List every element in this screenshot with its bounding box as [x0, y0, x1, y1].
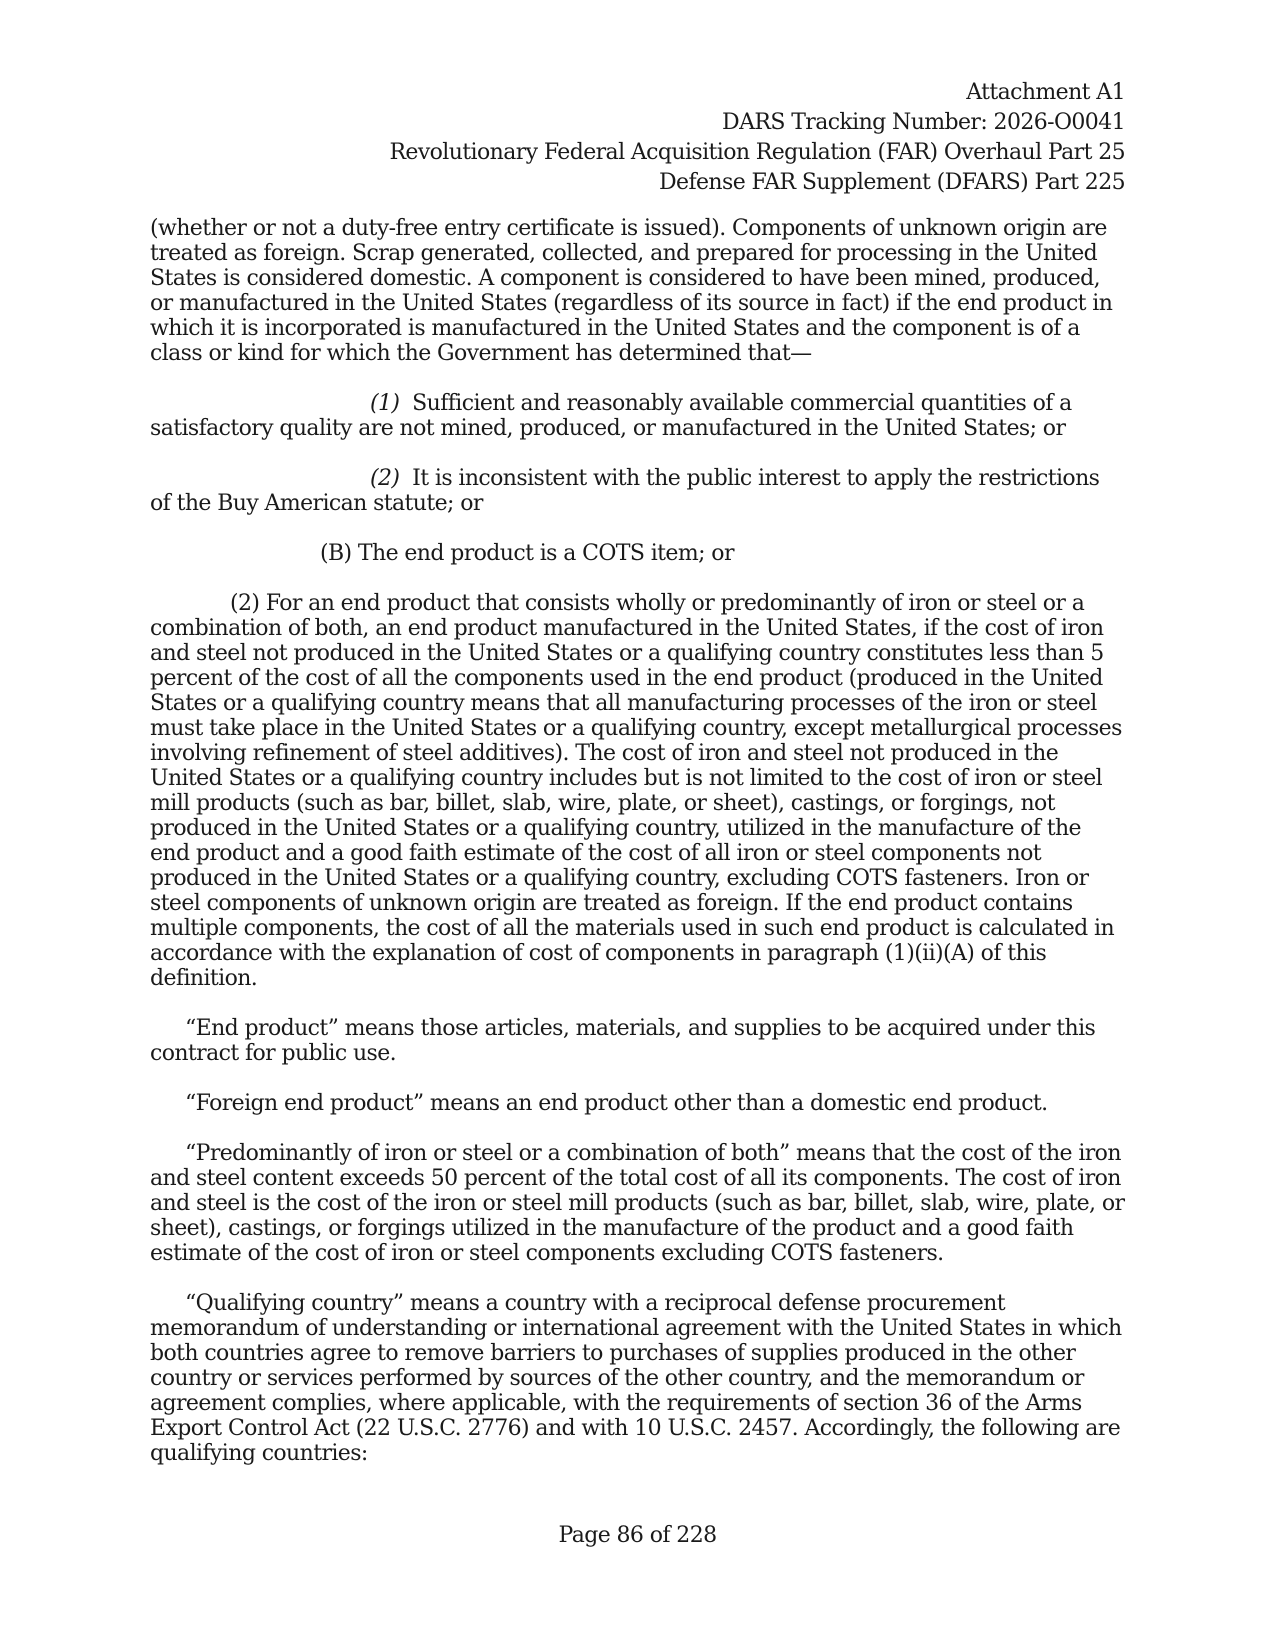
- paragraph-cots-item: (B) The end product is a COTS item; or: [320, 541, 734, 566]
- definition-foreign-end-product: “Foreign end product” means an end product other than a domestic end product.: [185, 1091, 1048, 1116]
- definition-end-product: “End product” means those articles, materials, and supplies to be acquired under this contract for public use.: [150, 1016, 1096, 1066]
- paragraph-sub-1-number: (1): [370, 391, 400, 416]
- header-dfars-part: Defense FAR Supplement (DFARS) Part 225: [659, 170, 1125, 195]
- header-tracking-number: DARS Tracking Number: 2026-O0041: [722, 110, 1125, 135]
- document-page: [150, 78, 1125, 1491]
- page-number: Page 86 of 228: [558, 1523, 717, 1548]
- paragraph-sub-2-text: It is inconsistent with the public interest to apply the restrictions of the Buy American statute; or: [150, 466, 1100, 516]
- paragraph-sub-2: [150, 466, 1125, 516]
- definition-qualifying-country: “Qualifying country” means a country with a reciprocal defense procurement memorandum of understanding or international agreement with the United States in which both countries agree to remove barriers to purchases of supplies produced in the other country or services performed by sources of the other country, and the memorandum or agreement complies, where applicable, with the requirements of section 36 of the Arms Export Control Act (22 U.S.C. 2776) and with 10 U.S.C. 2457. Accordingly, the following are qualifying countries:: [150, 1291, 1122, 1466]
- paragraph-sub-2-number: (2): [370, 466, 400, 491]
- page-header: [150, 78, 1125, 198]
- paragraph-components-origin: (whether or not a duty-free entry certificate is issued). Components of unknown origin are treated as foreign. Scrap generated, collected, and prepared for processing in the United States is considered domestic. A component is considered to have been mined, produced, or manufactured in the United States (regardless of its source in fact) if the end product in which it is incorporated is manufactured in the United States and the component is of a class or kind for which the Government has determined that—: [150, 216, 1113, 366]
- paragraph-sub-1-text: Sufficient and reasonably available commercial quantities of a satisfactory quality are not mined, produced, or manufactured in the United States; or: [150, 391, 1072, 441]
- definition-predominantly-iron-steel: “Predominantly of iron or steel or a combination of both” means that the cost of the iron and steel content exceeds 50 percent of the total cost of all its components. The cost of iron and steel is the cost of the iron or steel mill products (such as bar, billet, slab, wire, plate, or sheet), castings, or forgings utilized in the manufacture of the product and a good faith estimate of the cost of iron or steel components excluding COTS fasteners.: [150, 1141, 1125, 1266]
- header-far-part: Revolutionary Federal Acquisition Regulation (FAR) Overhaul Part 25: [389, 140, 1125, 165]
- paragraph-sub-1: [150, 391, 1125, 441]
- paragraph-iron-steel: (2) For an end product that consists wholly or predominantly of iron or steel or a combination of both, an end product manufactured in the United States, if the cost of iron and steel not produced in the United States or a qualifying country constitutes less than 5 percent of the cost of all the components used in the end product (produced in the United States or a qualifying country means that all manufacturing processes of the iron or steel must take place in the United States or a qualifying country, except metallurgical processes involving refinement of steel additives). The cost of iron and steel not produced in the United States or a qualifying country includes but is not limited to the cost of iron or steel mill products (such as bar, billet, slab, wire, plate, or sheet), castings, or forgings, not produced in the United States or a qualifying country, utilized in the manufacture of the end product and a good faith estimate of the cost of all iron or steel components not produced in the United States or a qualifying country, excluding COTS fasteners. Iron or steel components of unknown origin are treated as foreign. If the end product contains multiple components, the cost of all the materials used in such end product is calculated in accordance with the explanation of cost of components in paragraph (1)(ii)(A) of this definition.: [150, 591, 1122, 991]
- header-attachment: Attachment A1: [966, 80, 1125, 105]
